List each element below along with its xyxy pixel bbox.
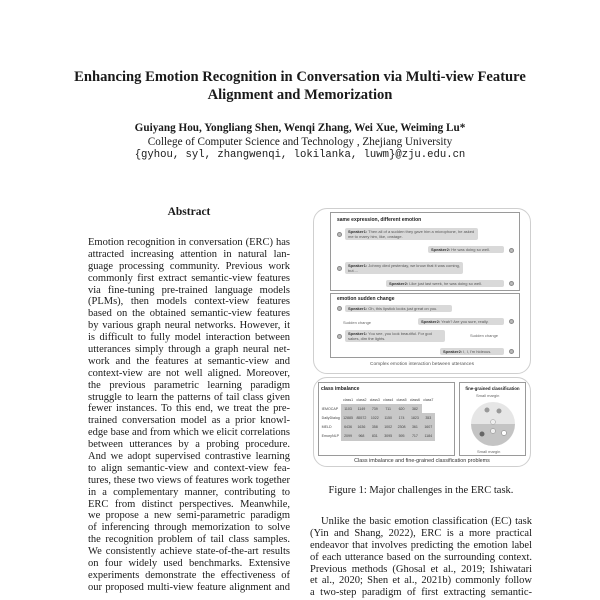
text-line: (Yin and Shang, 2022), ERC is a more practical [310,527,532,539]
section-header: same expression, different emotion [337,217,422,223]
table-cell: 361 [408,423,421,432]
affiliation: College of Computer Science and Technology , Zhejiang University [147,135,453,148]
speech-bubble: Speaker2: He was doing so well. [428,246,504,253]
text-line: Unlike the basic emotion classification (EC) task [321,516,532,527]
dataset-name: DailyDialog [321,415,340,420]
text-line: endeavor that involves predicting the emotion label [310,539,532,551]
text-line: Previous methods (Ghosal et al., 2019; Ishiwatari [310,563,532,575]
table-cell: 174 [395,413,408,422]
text-line: struggle to learn the patterns of tail class given [88,391,290,403]
text-line: to align semantic-view and context-view fea- [88,462,290,474]
face-icon [509,349,514,354]
dataset-name: EmoryNLP [321,434,339,439]
table-row [320,413,435,422]
table-cell: 1636 [355,423,368,432]
figure-caption: Figure 1: Major challenges in the ERC task. [328,485,514,496]
abstract-heading: Abstract [167,206,211,218]
speech-bubble: Speaker2: I, I, I'm hideous. [440,348,504,355]
text-line: We consistently achieve state-of-the-art results [88,546,290,558]
table-cell [422,404,435,413]
table-cell: 6436 [341,423,354,432]
table-header-cell: class4 [383,397,394,402]
text-line: our proposed multi-view feature alignment and [88,581,290,593]
table-cell: 717 [408,432,421,441]
section-header: emotion sudden change [337,296,395,302]
text-line: the previous parametric learning paradigm [88,379,290,391]
small-margin-label: Small margin [477,449,501,454]
text-line: on four widely used benchmarks. Extensive [88,558,290,570]
text-line: tures, these two views of features work together [88,474,290,486]
text-line: Emotion recognition in conversation (ERC) has [88,237,290,248]
text-line: And we adopt supervised contrastive learning [88,451,290,463]
author-block [40,122,560,163]
table-cell: 3095 [382,432,395,441]
dataset-name: IEMOCAP [321,406,339,411]
text-line: between utterances by a probing procedure. [88,439,290,451]
paper-title [40,68,560,104]
table-header-cell: class7 [423,397,434,402]
title-line: Enhancing Emotion Recognition in Conversation via Multi-view Feature [74,69,526,85]
table-header-cell: class2 [356,397,367,402]
table-cell: 1103 [341,404,354,413]
face-icon [509,281,514,286]
sudden-change-label: Sudden change [343,320,372,325]
table-cell: 711 [382,404,395,413]
sample-point [502,431,507,436]
speech-bubble: Speaker1: Johnny died yesterday, we know that it was coming, but.... [345,262,463,274]
text-line: experiments demonstrate the effectiveness of [88,569,290,581]
table-cell: 595 [395,432,408,441]
text-line: the recognition problem of tail class samples. [88,534,290,546]
text-line: fewer instances. To this end, we treat the pre- [88,403,290,415]
table-cell: 1184 [422,432,435,441]
table-cell: 1022 [368,413,381,422]
face-icon [509,248,514,253]
face-icon [337,334,342,339]
text-line: attracted increasing attention in natural lan- [88,248,290,260]
table-cell: 85572 [355,413,368,422]
table-header-cell: class3 [369,397,380,402]
table-row [320,423,435,432]
text-line: utterances simply through a graph neural net- [88,344,290,356]
text-line: via fine-tuning pre-trained language models [88,284,290,296]
face-icon [337,232,342,237]
sample-point [497,409,502,414]
table-cell: 1607 [422,423,435,432]
sample-point [491,420,496,425]
dataset-name: MELD [321,425,332,430]
email: {gyhou, syl, zhangwenqi, lokilanka, luwm}@zju.edu.cn [134,149,466,161]
sample-point [480,432,485,437]
text-line: based on the obtained semantic-view features [88,308,290,320]
table-header-cell [320,395,341,404]
speech-bubble: Speaker1: Then all of a sudden they gave him a microphone, he asked me to marry him, like, onstage. [345,228,478,240]
table-cell: 1150 [382,413,395,422]
table-cell: 1149 [355,404,368,413]
text-line: work and the features at semantic-view and [88,355,290,367]
table-cell: 382 [408,404,421,413]
sample-point [485,408,490,413]
table-cell: 12885 [341,413,354,422]
text-line: trained conversation model as a prior knowl- [88,415,290,427]
small-margin-label: Small margin [476,393,500,398]
text-line: of each utterance based on the surrounding context. [310,551,532,563]
table-cell: 739 [368,404,381,413]
table-cell: 831 [368,432,381,441]
text-line: et al., 2020; Shen et al., 2021b) commonly follow [310,575,532,587]
text-line: by various graph neural networks. However, it [88,320,290,332]
authors: Guiyang Hou, Yongliang Shen, Wenqi Zhang, Wei Xue, Weiming Lu* [134,122,466,134]
text-line: a two-step paradigm of first extracting semantic- [310,587,532,599]
table-cell: 1002 [382,423,395,432]
intro-body [310,516,532,599]
title-line: Alignment and Memorization [207,87,393,103]
face-icon [509,319,514,324]
speech-bubble: Speaker2: Yeah? Are you sure, really. [418,318,504,325]
table-cell: 620 [395,404,408,413]
speech-bubble: Speaker1: Oh, this lipstick looks just great on you. [345,305,452,312]
table-header-cell: class5 [396,397,407,402]
text-line: context-view are not well aligned. Moreover, [88,367,290,379]
table-cell: 2099 [341,432,354,441]
table-cell: 353 [422,413,435,422]
abstract-body [88,237,290,594]
text-line: of inferencing through memorization to solve [88,522,290,534]
class-circle-diagram [469,400,517,448]
text-line: in a complementary manner, contributing to [88,486,290,498]
sudden-change-label: Sudden change [470,333,499,338]
section-header: class imbalance [321,386,360,392]
speech-bubble: Speaker2: Like just last week, he was doing so well. [386,280,504,287]
table-cell: 1823 [408,413,421,422]
text-line: guage processing community. Previous work [88,260,290,272]
speech-bubble: Speaker1: You see, you look beautiful. For god sakes, dim the lights. [345,330,445,342]
lower-class-region [471,424,515,446]
table-header-cell: class1 [342,397,354,402]
text-line: we propose a new semi-parametric paradigm [88,510,290,522]
class-imbalance-table [320,395,435,441]
figure-subcaption: Complex emotion interaction between utterances [370,362,474,367]
table-header-cell: class6 [409,397,421,402]
face-icon [337,306,342,311]
sample-point [491,429,496,434]
table-cell: 2308 [395,423,408,432]
text-line: is difficult to fully model interaction between [88,332,290,344]
text-line: commonly first extract semantic-view features [88,272,290,284]
table-row [320,432,435,441]
table-cell: 968 [355,432,368,441]
table-cell: 358 [368,423,381,432]
figure-subcaption: Class imbalance and fine-grained classification problems [354,458,490,464]
text-line: edge base and from which we elicit correlations [88,427,290,439]
text-line: ERC from distinct perspectives. Meanwhile, [88,498,290,510]
section-header: fine-grained classification [465,386,520,391]
text-line: (PLMs), then models context-view features [88,296,290,308]
table-row [320,404,435,413]
face-icon [337,266,342,271]
